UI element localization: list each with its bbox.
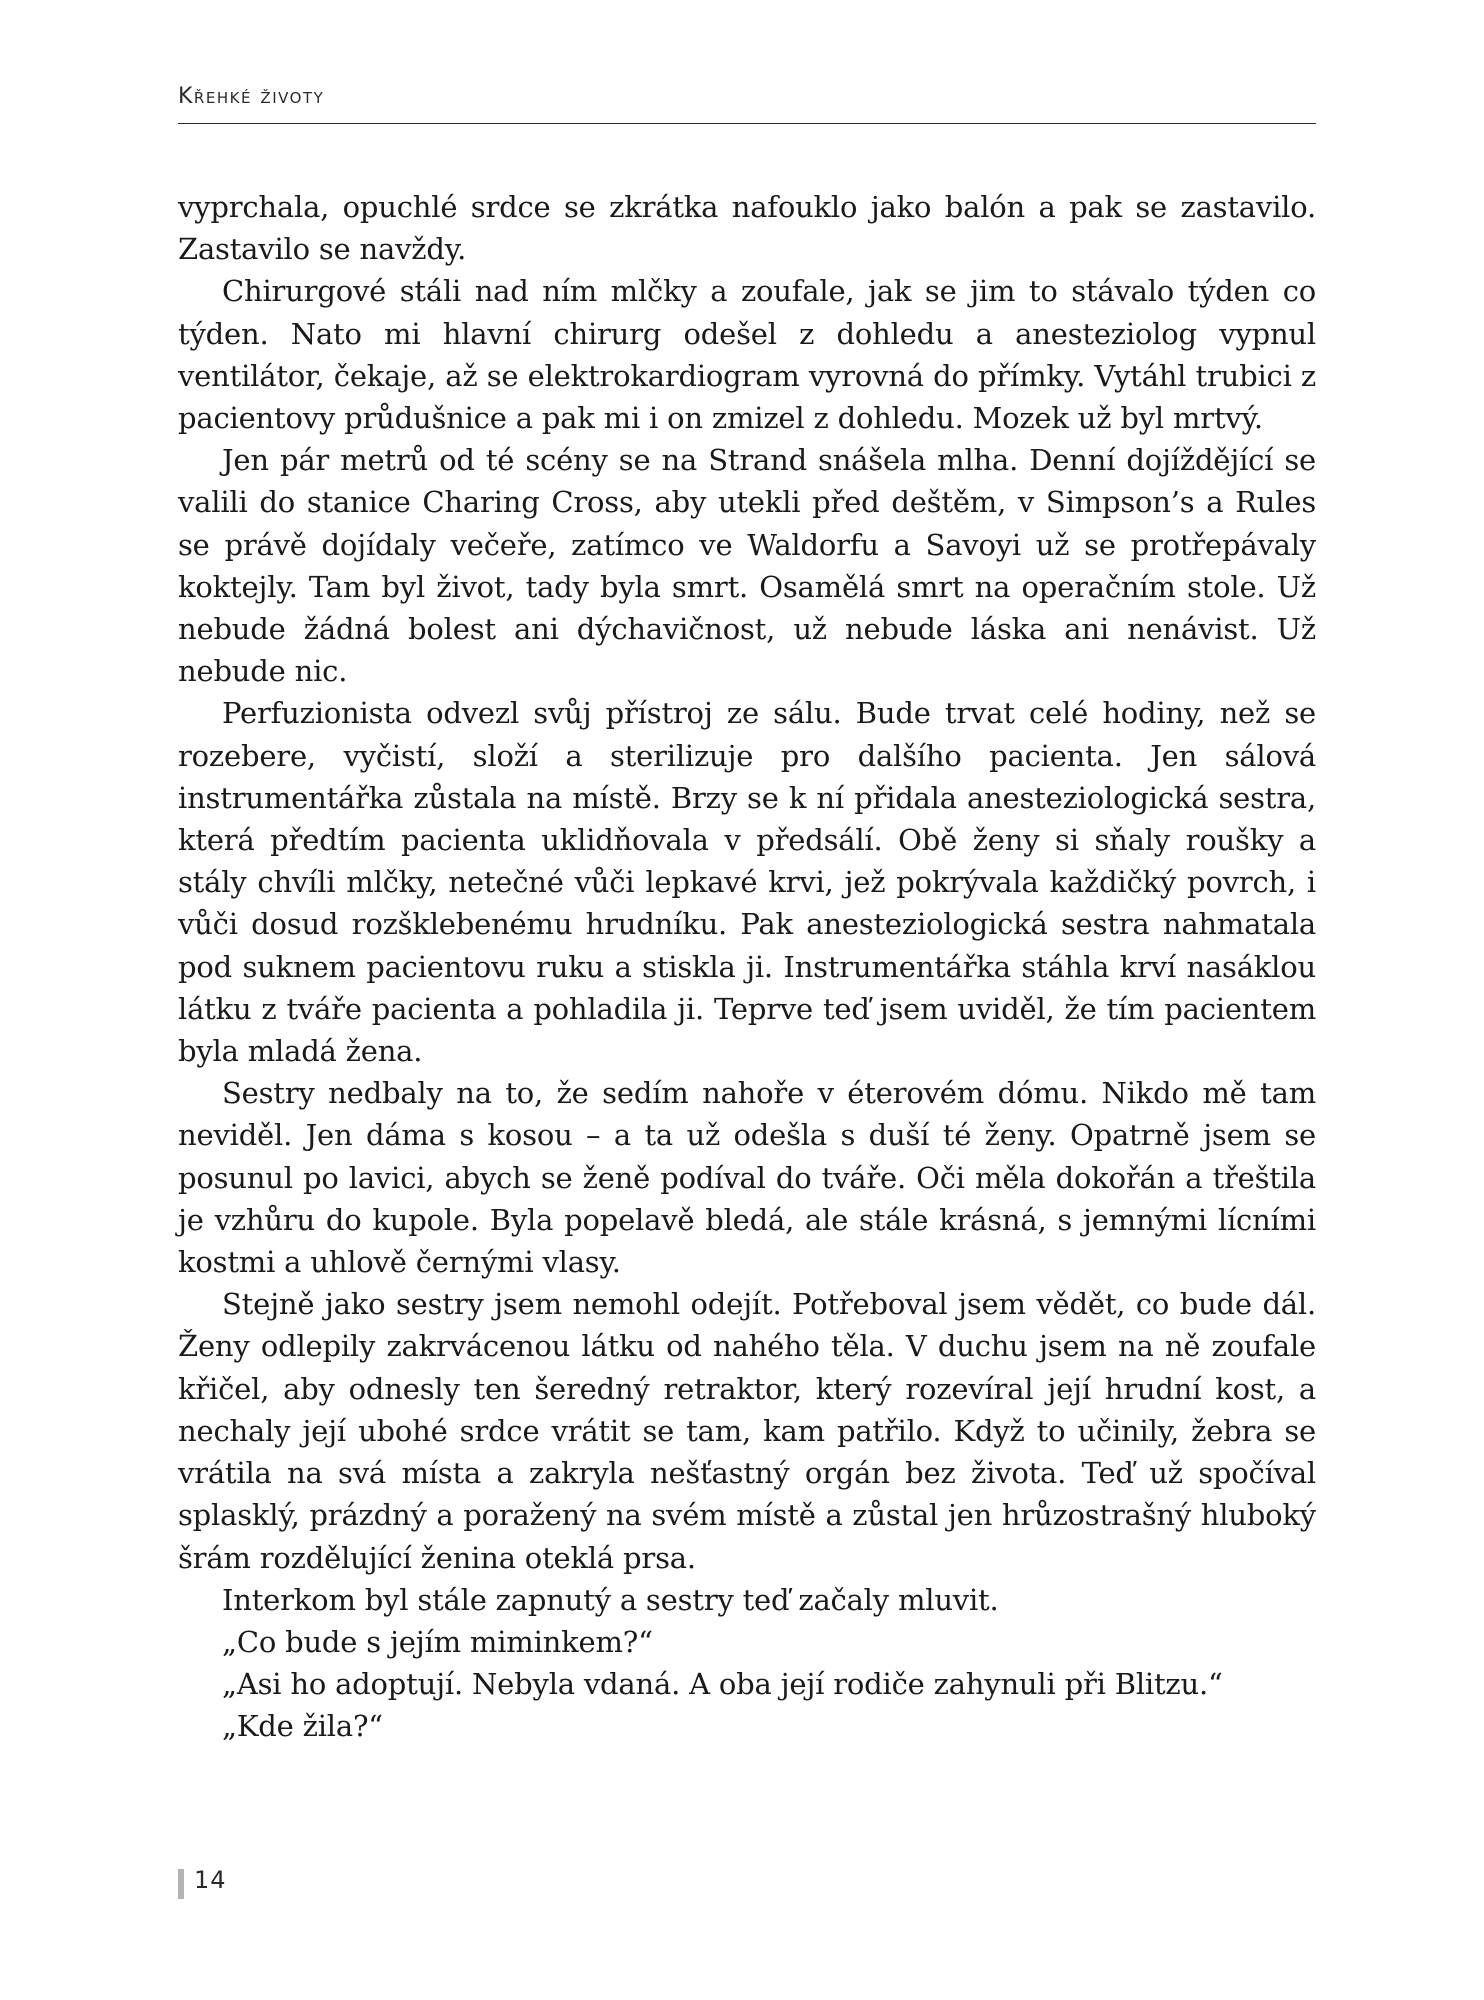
paragraph: Sestry nedbaly na to, že sedím nahoře v éterovém dómu. Nikdo mě tam neviděl. Jen dáma s kosou – a ta už odešla s duší té ženy. Opatrně jsem se posunul po lavici, abych se ženě podíval do tváře. Oči měla dokořán a třeštila je vzhůru do kupole. Byla popelavě bledá, ale stále krásná, s jemnými lícními kostmi a uhlově černými vlasy.	[178, 1076, 1316, 1280]
running-title: Křehké životy	[178, 84, 325, 109]
paragraph: Interkom byl stále zapnutý a sestry teď začaly mluvit.	[222, 1582, 999, 1617]
dialogue-line: „Asi ho adoptují. Nebyla vdaná. A oba její rodiče zahynuli při Blitzu.“	[222, 1667, 1223, 1702]
page-number: 14	[194, 1866, 227, 1894]
dialogue-line: „Co bude s jejím miminkem?“	[222, 1624, 653, 1659]
paragraph: Stejně jako sestry jsem nemohl odejít. Potřeboval jsem vědět, co bude dál. Ženy odlepily zakrvácenou látku od nahého těla. V duchu jsem na ně zoufale křičel, aby odnesly ten šeredný retraktor, který rozevíral její hrudní kost, a nechaly její ubohé srdce vrátit se tam, kam patřilo. Když to učinily, žebra se vrátila na svá místa a zakryla nešťastný orgán bez života. Teď už spočíval splasklý, prázdný a poražený na svém místě a zůstal jen hrůzostrašný hluboký šrám rozdělující ženina oteklá prsa.	[178, 1287, 1316, 1575]
paragraph: vyprchala, opuchlé srdce se zkrátka nafouklo jako balón a pak se zastavilo. Zastavilo se navždy.	[178, 190, 1316, 267]
paragraph: Chirurgové stáli nad ním mlčky a zoufale, jak se jim to stávalo týden co týden. Nato mi hlavní chirurg odešel z dohledu a anesteziolog vypnul ventilátor, čekaje, až se elektrokardiogram vyrovná do přímky. Vytáhl trubici z pacientovy průdušnice a pak mi i on zmizel z dohledu. Mozek už byl mrtvý.	[178, 274, 1316, 436]
paragraph: Perfuzionista odvezl svůj přístroj ze sálu. Bude trvat celé hodiny, než se rozebere, vyčistí, složí a sterilizuje pro dalšího pacienta. Jen sálová instrumentářka zůstala na místě. Brzy se k ní přidala anesteziologická sestra, která předtím pacienta uklidňovala v předsálí. Obě ženy si sňaly roušky a stály chvíli mlčky, netečné vůči lepkavé krvi, jež pokrývala každičký povrch, i vůči dosud rozšklebenému hrudníku. Pak anesteziologická sestra nahmatala pod suknem pacientovu ruku a stiskla ji. Instrumentářka stáhla krví nasáklou látku z tváře pacienta a pohladila ji. Teprve teď jsem uviděl, že tím pacientem byla mladá žena.	[178, 696, 1316, 1069]
running-header	[178, 84, 1316, 124]
dialogue-line: „Kde žila?“	[222, 1709, 383, 1744]
body-text	[178, 186, 1316, 1748]
folio-bar	[178, 1869, 184, 1899]
paragraph: Jen pár metrů od té scény se na Strand snášela mlha. Denní dojíždějící se valili do stanice Charing Cross, aby utekli před deštěm, v Simpson’s a Rules se právě dojídaly večeře, zatímco ve Waldorfu a Savoyi už se protřepávaly koktejly. Tam byl život, tady byla smrt. Osamělá smrt na operačním stole. Už nebude žádná bolest ani dýchavičnost, už nebude láska ani nenávist. Už nebude nic.	[178, 443, 1316, 689]
